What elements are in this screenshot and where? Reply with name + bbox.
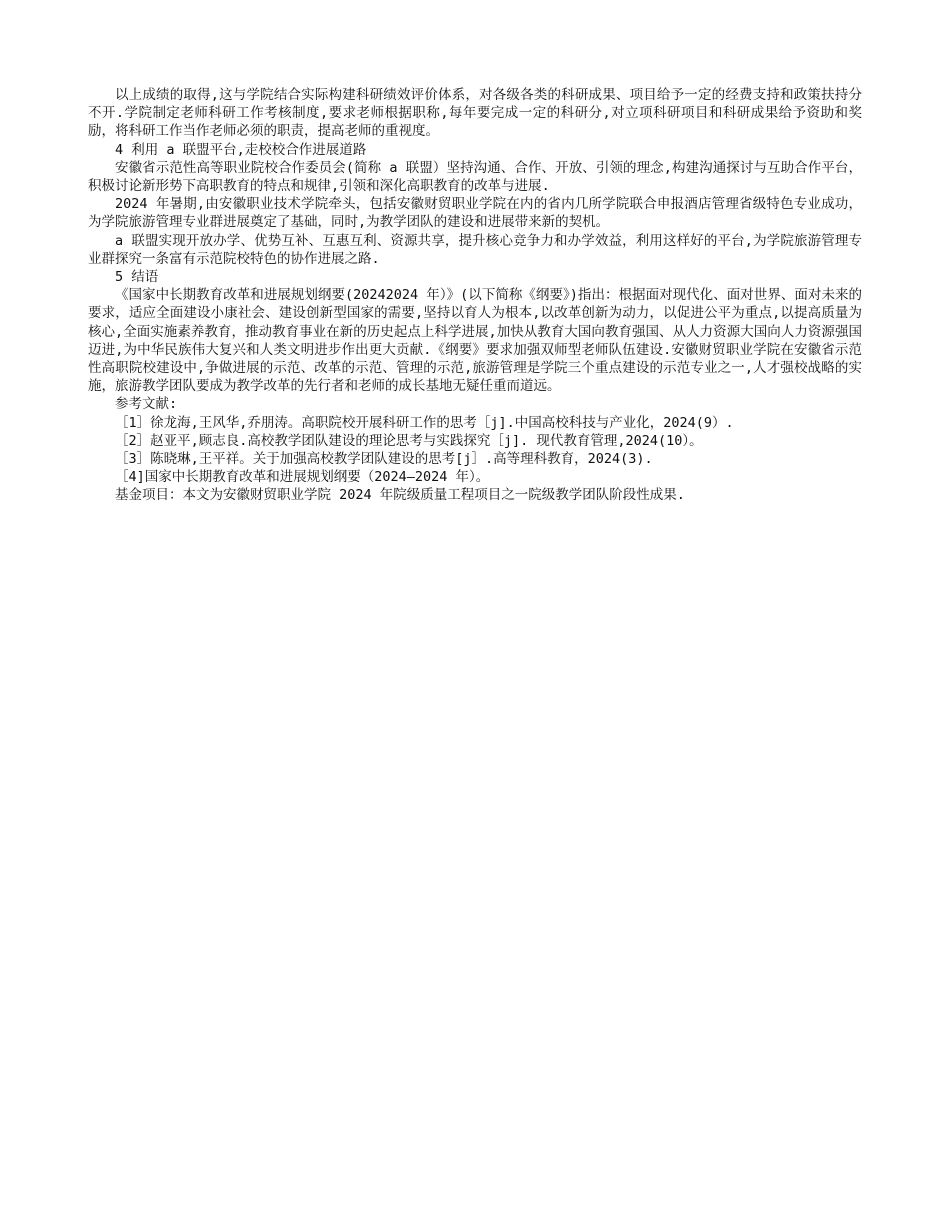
references-heading: 参考文献: [115,396,178,413]
paragraph-summer-2024: 2024 年暑期,由安徽职业技术学院牵头，包括安徽财贸职业学院在内的省内几所学院联合申报酒店管理省级特色专业成功，为学院旅游管理专业群进展奠定了基础，同时,为教学团队的建设和进展带来新的契机。 [88,196,862,231]
reference-item-4: ［4]国家中长期教育改革和进展规划纲要（2024—2024 年）。 [115,469,490,486]
paragraph-alliance-intro: 安徽省示范性高等职业院校合作委员会(简称 a 联盟）坚持沟通、合作、开放、引领的理念,构建沟通探讨与互助合作平台，积极讨论新形势下高职教育的特点和规律,引领和深化高职教育的改革与进展. [88,159,862,195]
paragraph-conclusion: 《国家中长期教育改革和进展规划纲要(20242024 年）》(以下简称《纲要》)指出：根据面对现代化、面对世界、面对未来的要求，适应全面建设小康社会、建设创新型国家的需要,坚持以育人为根本,以改革创新为动力，以促进公平为重点,以提高质量为核心,全面实施素养教育，推动教育事业在新的历史起点上科学进展,加快从教育大国向教育强国、从人力资源大国向人力资源强国迈进,为中华民族伟大复兴和人类文明进步作出更大贡献.《纲要》要求加强双师型老师队伍建设.安徽财贸职业学院在安徽省示范性高职院校建设中,争做进展的示范、改革的示范、管理的示范,旅游管理是学院三个重点建设的示范专业之一,人才强校战略的实施，旅游教学团队要成为教学改革的先行者和老师的成长基地无疑任重而道远。 [88,287,862,395]
paragraph-alliance-benefits: a 联盟实现开放办学、优势互补、互惠互利、资源共享，提升核心竞争力和办学效益，利用这样好的平台,为学院旅游管理专业群探究一条富有示范院校特色的协作进展之路. [88,232,862,267]
reference-item-3: ［3］陈晓琳,王平祥。关于加强高校教学团队建设的思考[j］.高等理科教育，2024(3). [115,451,653,468]
section-heading-4: 4 利用 a 联盟平台,走校校合作进展道路 [115,141,367,158]
reference-item-2: ［2］赵亚平,顾志良.高校教学团队建设的理论思考与实践探究［j]. 现代教育管理,2024(10）。 [115,432,703,449]
paragraph-achievements: 以上成绩的取得,这与学院结合实际构建科研绩效评价体系，对各级各类的科研成果、项目给予一定的经费支持和政策扶持分不开.学院制定老师科研工作考核制度,要求老师根据职称,每年要完成一定的科研分,对立项科研项目和科研成果给予资助和奖励，将科研工作当作老师必须的职责，提高老师的重视度。 [88,87,862,140]
reference-item-1: ［1］徐龙海,王风华,乔朋涛。高职院校开展科研工作的思考［j].中国高校科技与产业化，2024(9）. [115,414,734,431]
section-heading-5: 5 结语 [115,269,159,286]
funding-note: 基金项目：本文为安徽财贸职业学院 2024 年院级质量工程项目之一院级教学团队阶段性成果. [115,487,685,504]
